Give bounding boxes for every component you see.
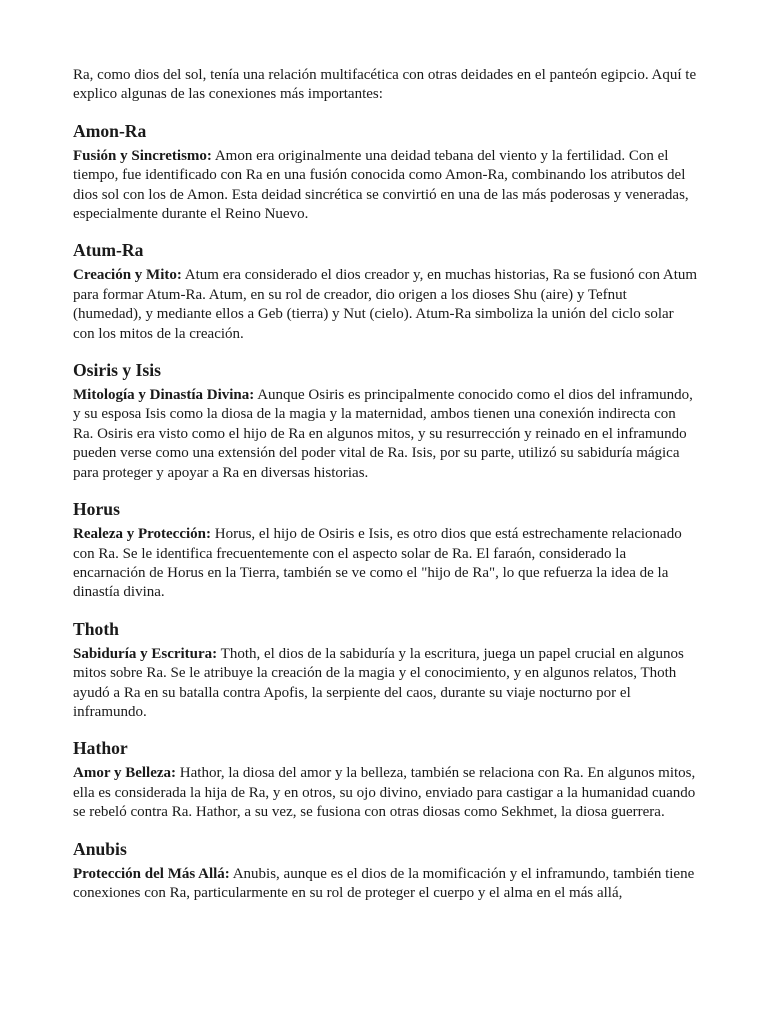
- section-heading: Anubis: [73, 838, 127, 859]
- section-heading: Osiris y Isis: [73, 360, 161, 381]
- section-lead: Mitología y Dinastía Divina:: [73, 387, 255, 404]
- section-text: Hathor, la diosa del amor y la belleza, también se relaciona con Ra. En algunos mitos, ella es considerada la hija de Ra, y en otros, su ojo divino, enviado para castigar a la humanidad cuando se rebeló contra Ra. Hathor, a su vez, se fusiona con otras diosas como Sekhmet, la diosa guerrera.: [73, 765, 696, 821]
- section-text: Anubis, aunque es el dios de la momificación y el inframundo, también tiene conexiones con Ra, particularmente en su rol de proteger el cuerpo y el alma en el más allá,: [73, 865, 695, 901]
- section-osiris-isis: [73, 359, 698, 483]
- section-heading: Hathor: [73, 738, 128, 759]
- section-paragraph: [73, 386, 698, 483]
- section-atum-ra: [73, 239, 698, 344]
- section-text: Atum era considerado el dios creador y, en muchas historias, Ra se fusionó con Atum para formar Atum-Ra. Atum, en su rol de creador, dio origen a los dioses Shu (aire) y Tefnut (humedad), y mediante ellos a Geb (tierra) y Nut (cielo). Atum-Ra simboliza la unión del ciclo solar con los mitos de la creación.: [73, 267, 698, 342]
- document-page: [73, 66, 698, 903]
- section-paragraph: [73, 525, 698, 603]
- section-text: Amon era originalmente una deidad tebana del viento y la fertilidad. Con el tiempo, fue identificado con Ra en una fusión conocida como Amon-Ra, combinando los atributos del dios sol con los de Amon. Esta deidad sincrética se convirtió en una de las más poderosas y veneradas, especialmente durante el Reino Nuevo.: [73, 147, 689, 223]
- section-lead: Protección del Más Allá:: [73, 865, 230, 882]
- section-anubis: [73, 838, 698, 904]
- section-paragraph: [73, 764, 698, 822]
- section-amon-ra: [73, 120, 698, 225]
- section-paragraph: [73, 865, 698, 904]
- section-heading: Horus: [73, 499, 120, 520]
- section-heading: Thoth: [73, 618, 119, 639]
- section-text: Aunque Osiris es principalmente conocido como el dios del inframundo, y su esposa Isis como la diosa de la magia y la maternidad, ambos tienen una conexión indirecta con Ra. Osiris era visto como el hijo de Ra en algunos mitos, y su resurrección y reinado en el inframundo pueden verse como una extensión del poder vital de Ra. Isis, por su parte, utilizó su sabiduría mágica para proteger y apoyar a Ra en diversas historias.: [73, 387, 693, 481]
- intro-paragraph: Ra, como dios del sol, tenía una relación multifacética con otras deidades en el panteón egipcio. Aquí te explico algunas de las conexiones más importantes:: [73, 67, 697, 103]
- section-heading: Amon-Ra: [73, 120, 147, 141]
- section-lead: Fusión y Sincretismo:: [73, 147, 212, 164]
- section-paragraph: [73, 266, 698, 344]
- section-text: Thoth, el dios de la sabiduría y la escritura, juega un papel crucial en algunos mitos sobre Ra. Se le atribuye la creación de la magia y el conocimiento, y en algunos relatos, Thoth ayudó a Ra en su batalla contra Apofis, la serpiente del caos, durante su viaje nocturno por el inframundo.: [73, 645, 684, 720]
- section-thoth: [73, 618, 698, 723]
- section-lead: Sabiduría y Escritura:: [73, 645, 218, 662]
- section-paragraph: [73, 645, 698, 723]
- section-text: Horus, el hijo de Osiris e Isis, es otro dios que está estrechamente relacionado con Ra. Se le identifica frecuentemente con el aspecto solar de Ra. El faraón, considerado la encarnación de Horus en la Tierra, también se ve como el "hijo de Ra", lo que refuerza la idea de la dinastía divina.: [73, 526, 682, 601]
- section-lead: Realeza y Protección:: [73, 526, 211, 543]
- section-paragraph: [73, 147, 698, 225]
- section-hathor: [73, 737, 698, 822]
- section-lead: Creación y Mito:: [73, 267, 182, 284]
- section-horus: [73, 498, 698, 603]
- section-heading: Atum-Ra: [73, 240, 144, 261]
- section-lead: Amor y Belleza:: [73, 765, 177, 782]
